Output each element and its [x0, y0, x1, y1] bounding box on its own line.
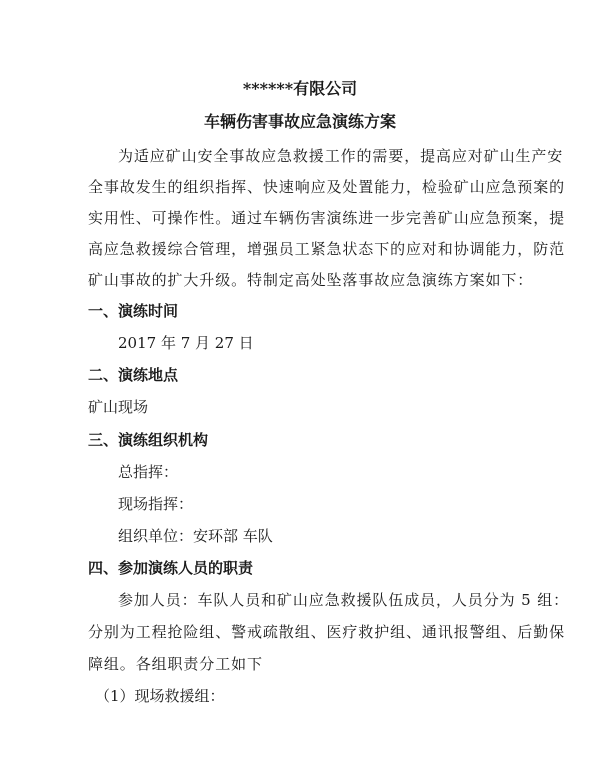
section-4-line-3: 障组。各组职责分工如下 — [88, 655, 263, 673]
document-title: 车辆伤害事故应急演练方案 — [203, 112, 396, 131]
intro-line-3: 实用性、可操作性。通过车辆伤害演练进一步完善矿山应急预案，提 — [88, 209, 566, 227]
section-3-item-1: 总指挥： — [118, 463, 179, 481]
intro-line-1: 为适应矿山安全事故应急救援工作的需要，提高应对矿山生产安 — [118, 147, 564, 165]
section-4-line-1: 参加人员：车队人员和矿山应急救援队伍成员，人员分为 5 组： — [118, 591, 570, 609]
section-1-content: 2017 年 7 月 27 日 — [118, 334, 254, 352]
section-3-item-3: 组织单位：安环部 车队 — [118, 527, 273, 545]
intro-line-2: 全事故发生的组织指挥、快速响应及处置能力，检验矿山应急预案的 — [88, 178, 566, 196]
section-4-subsection-1: （1）现场救援组： — [95, 687, 225, 705]
company-title: ******有限公司 — [242, 79, 358, 98]
section-1-heading: 一、演练时间 — [88, 302, 179, 320]
section-3-heading: 三、演练组织机构 — [88, 431, 209, 449]
intro-line-5: 矿山事故的扩大升级。特制定高处坠落事故应急演练方案如下： — [88, 271, 534, 289]
section-4-heading: 四、参加演练人员的职责 — [88, 559, 254, 577]
section-2-content: 矿山现场 — [88, 398, 149, 416]
section-2-heading: 二、演练地点 — [88, 366, 179, 384]
section-4-line-2: 分别为工程抢险组、警戒疏散组、医疗救护组、通讯报警组、后勤保 — [88, 623, 566, 641]
intro-line-4: 高应急救援综合管理，增强员工紧急状态下的应对和协调能力，防范 — [88, 240, 566, 258]
section-3-item-2: 现场指挥： — [118, 495, 194, 513]
